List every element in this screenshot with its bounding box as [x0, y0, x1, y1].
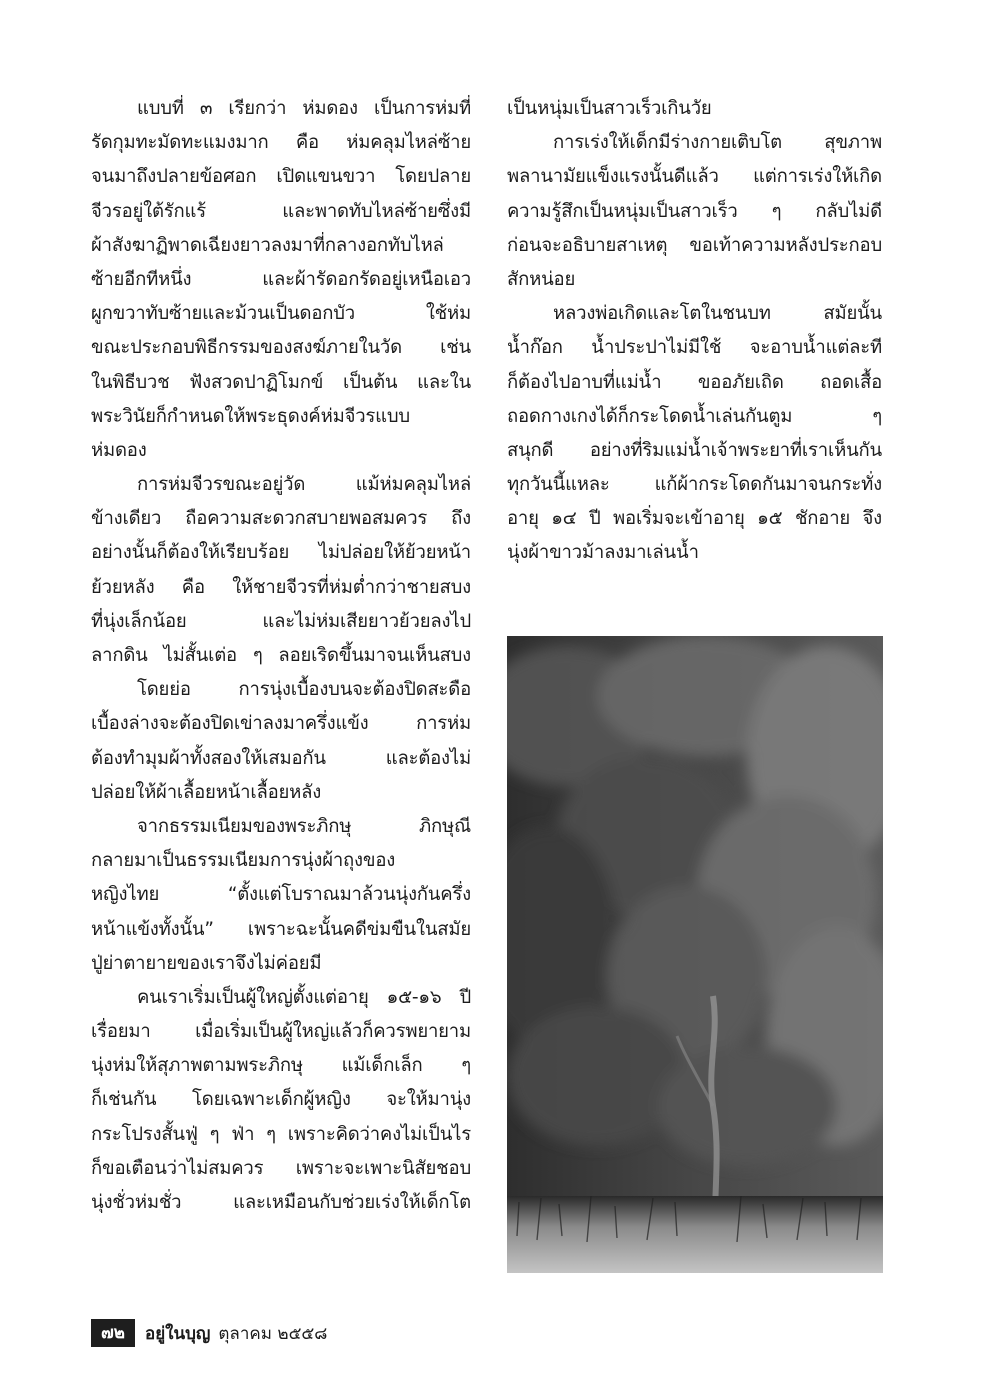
text-line: ความรู้สึกเป็นหนุ่มเป็นสาวเร็ว ๆ กลับไม่ดี: [507, 200, 882, 222]
text-line: หน้าแข้งทั้งนั้น” เพราะฉะนั้นคดีข่มขืนในสมัย: [91, 918, 471, 940]
text-line: จากธรรมเนียมของพระภิกษุ ภิกษุณี: [137, 815, 471, 837]
text-line: ทุกวันนี้แหละ แก้ผ้ากระโดดกันมาจนกระทั่ง: [507, 474, 882, 496]
right-column: [507, 92, 882, 571]
text-line: เป็นหนุ่มเป็นสาวเร็วเกินวัย: [507, 98, 712, 119]
text-line: ย้วยหลัง คือ ให้ชายจีวรที่ห่มต่ำกว่าชายสบง: [91, 576, 471, 598]
text-line: นุ่งชั่วห่มชั่ว และเหมือนกับช่วยเร่งให้เด็กโต: [91, 1192, 471, 1213]
magazine-name: อยู่ในบุญ: [145, 1323, 211, 1344]
text-line: สักหน่อย: [507, 268, 576, 290]
text-line: ในพิธีบวช ฟังสวดปาฏิโมกข์ เป็นต้น และใน: [91, 371, 471, 393]
text-line: คนเราเริ่มเป็นผู้ใหญ่ตั้งแต่อายุ ๑๕-๑๖ ปี: [137, 986, 471, 1008]
text-line: ถอดกางเกงได้ก็กระโดดน้ำเล่นกันตูม ๆ: [507, 405, 882, 427]
text-line: แบบที่ ๓ เรียกว่า ห่มดอง เป็นการห่มที่: [137, 98, 471, 119]
text-line: จีวรอยู่ใต้รักแร้ และพาดทับไหล่ซ้ายซึ่งมี: [91, 200, 471, 222]
text-line: ปู่ย่าตายายของเราจึงไม่ค่อยมี: [91, 952, 322, 974]
text-line: สนุกดี อย่างที่ริมแม่น้ำเจ้าพระยาที่เราเห็นกัน: [507, 439, 882, 461]
text-line: เรื่อยมา เมื่อเริ่มเป็นผู้ใหญ่แล้วก็ควรพยายาม: [91, 1021, 471, 1043]
text-line: กลายมาเป็นธรรมเนียมการนุ่งผ้าถุงของ: [91, 850, 396, 872]
text-line: ลากดิน ไม่สั้นเต่อ ๆ ลอยเริดขึ้นมาจนเห็นสบง: [91, 645, 471, 666]
text-line: น้ำก๊อก น้ำประปาไม่มีใช้ จะอาบน้ำแต่ละที: [507, 337, 882, 359]
issue-date: ตุลาคม ๒๕๕๘: [218, 1323, 328, 1344]
forest-photo: [507, 636, 883, 1273]
text-line: ก่อนจะอธิบายสาเหตุ ขอเท้าความหลังประกอบ: [507, 234, 882, 256]
text-line: พระวินัยก็กำหนดให้พระธุดงค์ห่มจีวรแบบ: [91, 405, 410, 427]
text-line: หลวงพ่อเกิดและโตในชนบท สมัยนั้น: [553, 303, 882, 325]
text-line: ก็ขอเตือนว่าไม่สมควร เพราะจะเพาะนิสัยชอบ: [91, 1157, 471, 1179]
left-column: [91, 92, 471, 1220]
text-line: ซ้ายอีกทีหนึ่ง และผ้ารัดอกรัดอยู่เหนือเอว: [91, 268, 471, 290]
text-line: นุ่งผ้าขาวม้าลงมาเล่นน้ำ: [507, 542, 699, 564]
page-footer: [91, 1318, 327, 1348]
text-line: พลานามัยแข็งแรงนั้นดีแล้ว แต่การเร่งให้เกิด: [507, 166, 882, 188]
text-line: ผูกขวาทับซ้ายและม้วนเป็นดอกบัว ใช้ห่ม: [91, 303, 471, 325]
page-number: ๗๒: [91, 1319, 135, 1347]
text-line: ห่มดอง: [91, 439, 147, 461]
text-line: ก็เช่นกัน โดยเฉพาะเด็กผู้หญิง จะให้มานุ่ง: [91, 1089, 471, 1111]
text-line: ต้องทำมุมผ้าทั้งสองให้เสมอกัน และต้องไม่: [91, 747, 471, 769]
text-line: อย่างนั้นก็ต้องให้เรียบร้อย ไม่ปล่อยให้ย้วยหน้า: [91, 542, 471, 564]
text-line: นุ่งห่มให้สุภาพตามพระภิกษุ แม้เด็กเล็ก ๆ: [91, 1055, 471, 1077]
text-line: โดยย่อ การนุ่งเบื้องบนจะต้องปิดสะดือ: [137, 679, 471, 701]
text-line: ที่นุ่งเล็กน้อย และไม่ห่มเสียยาวย้วยลงไป: [91, 610, 471, 632]
text-line: หญิงไทย “ตั้งแต่โบราณมาล้วนนุ่งกันครึ่ง: [91, 884, 471, 906]
text-line: การเร่งให้เด็กมีร่างกายเติบโต สุขภาพ: [553, 132, 882, 154]
text-line: อายุ ๑๔ ปี พอเริ่มจะเข้าอายุ ๑๕ ชักอาย จึง: [507, 508, 882, 530]
text-line: ข้างเดียว ถือความสะดวกสบายพอสมควร ถึง: [91, 508, 471, 530]
text-line: ก็ต้องไปอาบที่แม่น้ำ ขออภัยเถิด ถอดเสื้อ: [507, 371, 882, 393]
text-line: ผ้าสังฆาฏิพาดเฉียงยาวลงมาที่กลางอกทับไหล่: [91, 234, 444, 256]
text-line: ปล่อยให้ผ้าเลื้อยหน้าเลื้อยหลัง: [91, 781, 322, 803]
text-line: ขณะประกอบพิธีกรรมของสงฆ์ภายในวัด เช่น: [91, 337, 471, 359]
text-line: จนมาถึงปลายข้อศอก เปิดแขนขวา โดยปลาย: [91, 166, 471, 188]
text-line: รัดกุมทะมัดทะแมงมาก คือ ห่มคลุมไหล่ซ้าย: [91, 132, 471, 154]
text-line: เบื้องล่างจะต้องปิดเข่าลงมาครึ่งแข้ง การห่ม: [91, 713, 471, 735]
text-line: การห่มจีวรขณะอยู่วัด แม้ห่มคลุมไหล่: [137, 474, 471, 496]
text-line: กระโปรงสั้นฟู่ ๆ ฟ่า ๆ เพราะคิดว่าคงไม่เป็นไร: [91, 1123, 471, 1145]
